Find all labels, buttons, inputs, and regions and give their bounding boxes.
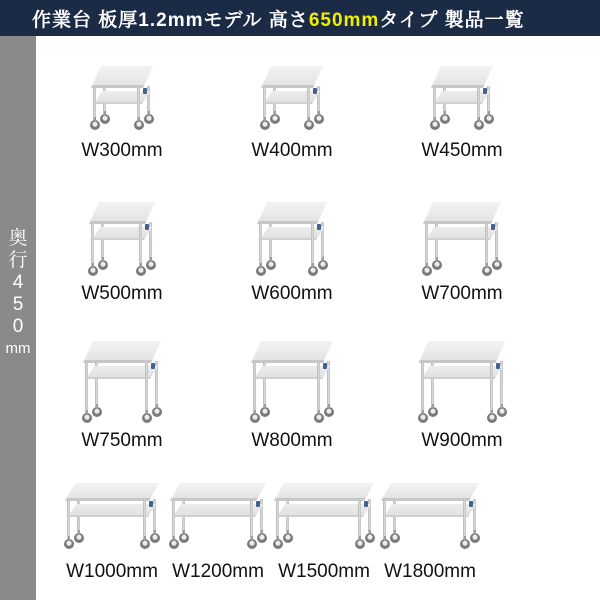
table-top bbox=[251, 341, 333, 363]
caster-wheel-back-right bbox=[146, 260, 156, 270]
caster-wheel-front-left bbox=[380, 539, 390, 549]
shelf-bracket bbox=[496, 363, 500, 369]
product-width-label: W1500mm bbox=[278, 561, 370, 582]
work-table-illustration bbox=[419, 341, 506, 423]
table-leg-front-left bbox=[276, 500, 279, 540]
caster-wheel-front-right bbox=[247, 539, 257, 549]
caster-wheel-back-left bbox=[100, 114, 110, 124]
table-leg-front-right bbox=[307, 87, 310, 121]
table-top bbox=[257, 202, 327, 224]
caster-wheel-back-left bbox=[428, 407, 438, 417]
caster-wheel-back-right bbox=[492, 260, 502, 270]
table-leg-front-right bbox=[463, 500, 466, 540]
caster-wheel-back-right bbox=[484, 114, 494, 124]
lower-shelf bbox=[264, 91, 320, 104]
product-cell-w800 bbox=[207, 341, 377, 452]
shelf-bracket bbox=[317, 224, 321, 230]
work-table-illustration bbox=[257, 202, 327, 276]
table-top bbox=[170, 483, 266, 501]
caster-wheel-front-right bbox=[136, 266, 146, 276]
table-leg-front-left bbox=[263, 87, 266, 121]
product-cell-w750 bbox=[37, 341, 207, 452]
caster-wheel-front-left bbox=[260, 120, 270, 130]
product-cell-w1800 bbox=[377, 483, 483, 583]
product-width-label: W300mm bbox=[81, 140, 163, 161]
caster-wheel-back-right bbox=[497, 407, 507, 417]
caster-wheel-back-left bbox=[98, 260, 108, 270]
caster-wheel-back-right bbox=[314, 114, 324, 124]
caster-wheel-front-left bbox=[256, 266, 266, 276]
caster-wheel-back-left bbox=[266, 260, 276, 270]
shelf-bracket bbox=[149, 501, 153, 507]
table-leg-front-right bbox=[490, 362, 493, 414]
table-leg-front-right bbox=[139, 223, 142, 267]
caster-wheel-back-right bbox=[318, 260, 328, 270]
table-top bbox=[423, 202, 501, 224]
caster-wheel-front-right bbox=[304, 120, 314, 130]
table-top bbox=[274, 483, 374, 501]
lower-shelf bbox=[277, 504, 371, 517]
shelf-bracket bbox=[483, 88, 487, 94]
table-leg-front-right bbox=[250, 500, 253, 540]
table-leg-front-left bbox=[172, 500, 175, 540]
product-cell-w600 bbox=[207, 202, 377, 305]
caster-wheel-front-right bbox=[314, 413, 324, 423]
caster-wheel-front-right bbox=[474, 120, 484, 130]
shelf-bracket bbox=[151, 363, 155, 369]
table-leg-front-left bbox=[425, 223, 428, 267]
caster-wheel-front-left bbox=[90, 120, 100, 130]
table-leg-front-left bbox=[93, 87, 96, 121]
work-table-illustration bbox=[91, 66, 153, 130]
caster-wheel-front-right bbox=[355, 539, 365, 549]
caster-wheel-front-right bbox=[487, 413, 497, 423]
product-width-label: W800mm bbox=[251, 430, 333, 451]
product-cell-w450 bbox=[377, 66, 547, 162]
shelf-bracket bbox=[323, 363, 327, 369]
caster-wheel-front-left bbox=[273, 539, 283, 549]
product-row-2 bbox=[37, 202, 600, 305]
table-leg-front-left bbox=[421, 362, 424, 414]
caster-wheel-front-left bbox=[82, 413, 92, 423]
caster-wheel-front-right bbox=[482, 266, 492, 276]
table-top bbox=[65, 483, 159, 501]
caster-wheel-back-left bbox=[440, 114, 450, 124]
table-leg-front-right bbox=[317, 362, 320, 414]
table-leg-front-right bbox=[485, 223, 488, 267]
product-width-label: W700mm bbox=[421, 283, 503, 304]
table-top bbox=[83, 341, 161, 363]
table-leg-front-right bbox=[477, 87, 480, 121]
product-grid bbox=[36, 36, 600, 600]
work-table-illustration bbox=[83, 341, 161, 423]
caster-wheel-front-right bbox=[142, 413, 152, 423]
title-prefix: 作業台 板厚1.2mmモデル 高さ bbox=[32, 9, 309, 31]
product-width-label: W500mm bbox=[81, 283, 163, 304]
caster-wheel-front-left bbox=[169, 539, 179, 549]
shelf-bracket bbox=[491, 224, 495, 230]
caster-wheel-back-right bbox=[470, 533, 480, 543]
table-leg-front-right bbox=[137, 87, 140, 121]
work-table-illustration bbox=[65, 483, 159, 549]
caster-wheel-front-left bbox=[88, 266, 98, 276]
product-width-label: W400mm bbox=[251, 140, 333, 161]
table-leg-front-right bbox=[143, 500, 146, 540]
table-leg-front-right bbox=[358, 500, 361, 540]
caster-wheel-front-right bbox=[134, 120, 144, 130]
work-table-illustration bbox=[170, 483, 266, 549]
product-cell-w900 bbox=[377, 341, 547, 452]
table-leg-front-left bbox=[253, 362, 256, 414]
depth-label bbox=[0, 228, 36, 358]
table-leg-front-left bbox=[91, 223, 94, 267]
caster-wheel-back-right bbox=[365, 533, 375, 543]
caster-wheel-back-left bbox=[432, 260, 442, 270]
depth-char: 5 bbox=[12, 294, 24, 315]
product-cell-w500 bbox=[37, 202, 207, 305]
table-leg-front-left bbox=[383, 500, 386, 540]
caster-wheel-back-left bbox=[74, 533, 84, 543]
caster-wheel-back-left bbox=[270, 114, 280, 124]
depth-char: 奥 bbox=[8, 228, 28, 249]
depth-unit: mm bbox=[5, 340, 31, 357]
table-leg-front-right bbox=[145, 362, 148, 414]
shelf-bracket bbox=[256, 501, 260, 507]
product-row-3 bbox=[37, 341, 600, 452]
caster-wheel-front-left bbox=[430, 120, 440, 130]
lower-shelf bbox=[92, 227, 152, 240]
product-cell-w1200 bbox=[165, 483, 271, 583]
work-table-illustration bbox=[251, 341, 333, 423]
shelf-bracket bbox=[364, 501, 368, 507]
caster-wheel-back-left bbox=[260, 407, 270, 417]
caster-wheel-back-right bbox=[257, 533, 267, 543]
caster-wheel-front-right bbox=[308, 266, 318, 276]
caster-wheel-front-left bbox=[250, 413, 260, 423]
caster-wheel-front-left bbox=[422, 266, 432, 276]
title-highlight-650mm: 650mm bbox=[308, 9, 380, 31]
lower-shelf bbox=[434, 91, 490, 104]
lower-shelf bbox=[94, 91, 150, 104]
work-table-illustration bbox=[431, 66, 493, 130]
work-table-illustration bbox=[381, 483, 479, 549]
lower-shelf bbox=[260, 227, 324, 240]
product-width-label: W450mm bbox=[421, 140, 503, 161]
table-leg-back-right bbox=[487, 86, 490, 114]
depth-char: 0 bbox=[12, 316, 24, 337]
caster-wheel-back-left bbox=[390, 533, 400, 543]
product-width-label: W600mm bbox=[251, 283, 333, 304]
product-row-4 bbox=[59, 483, 600, 583]
product-cell-w1000 bbox=[59, 483, 165, 583]
depth-sidebar bbox=[0, 36, 36, 600]
table-leg-front-right bbox=[311, 223, 314, 267]
product-cell-w1500 bbox=[271, 483, 377, 583]
product-row-1 bbox=[37, 66, 600, 162]
table-leg-front-left bbox=[433, 87, 436, 121]
product-width-label: W1000mm bbox=[66, 561, 158, 582]
shelf-bracket bbox=[143, 88, 147, 94]
product-width-label: W1200mm bbox=[172, 561, 264, 582]
table-top bbox=[381, 483, 479, 501]
caster-wheel-front-left bbox=[418, 413, 428, 423]
page-title-bar bbox=[0, 0, 600, 36]
caster-wheel-back-right bbox=[144, 114, 154, 124]
caster-wheel-front-left bbox=[64, 539, 74, 549]
table-leg-front-left bbox=[85, 362, 88, 414]
table-leg-back-right bbox=[317, 86, 320, 114]
caster-wheel-back-left bbox=[92, 407, 102, 417]
product-cell-w700 bbox=[377, 202, 547, 305]
table-top bbox=[431, 66, 493, 88]
product-cell-w400 bbox=[207, 66, 377, 162]
caster-wheel-front-right bbox=[140, 539, 150, 549]
table-top bbox=[91, 66, 153, 88]
caster-wheel-back-left bbox=[283, 533, 293, 543]
table-leg-front-left bbox=[67, 500, 70, 540]
table-top bbox=[89, 202, 155, 224]
caster-wheel-front-right bbox=[460, 539, 470, 549]
shelf-bracket bbox=[313, 88, 317, 94]
table-leg-front-left bbox=[259, 223, 262, 267]
caster-wheel-back-right bbox=[152, 407, 162, 417]
shelf-bracket bbox=[469, 501, 473, 507]
table-leg-back-right bbox=[147, 86, 150, 114]
depth-char: 行 bbox=[8, 250, 28, 271]
work-table-illustration bbox=[261, 66, 323, 130]
product-width-label: W750mm bbox=[81, 430, 163, 451]
caster-wheel-back-left bbox=[179, 533, 189, 543]
caster-wheel-back-right bbox=[324, 407, 334, 417]
shelf-bracket bbox=[145, 224, 149, 230]
product-width-label: W900mm bbox=[421, 430, 503, 451]
depth-char: 4 bbox=[12, 272, 24, 293]
work-table-illustration bbox=[89, 202, 155, 276]
work-table-illustration bbox=[423, 202, 501, 276]
product-cell-w300 bbox=[37, 66, 207, 162]
title-suffix: タイプ 製品一覧 bbox=[379, 9, 525, 31]
table-top bbox=[261, 66, 323, 88]
product-width-label: W1800mm bbox=[384, 561, 476, 582]
table-top bbox=[419, 341, 506, 363]
page-title bbox=[32, 5, 525, 32]
work-table-illustration bbox=[274, 483, 374, 549]
caster-wheel-back-right bbox=[150, 533, 160, 543]
